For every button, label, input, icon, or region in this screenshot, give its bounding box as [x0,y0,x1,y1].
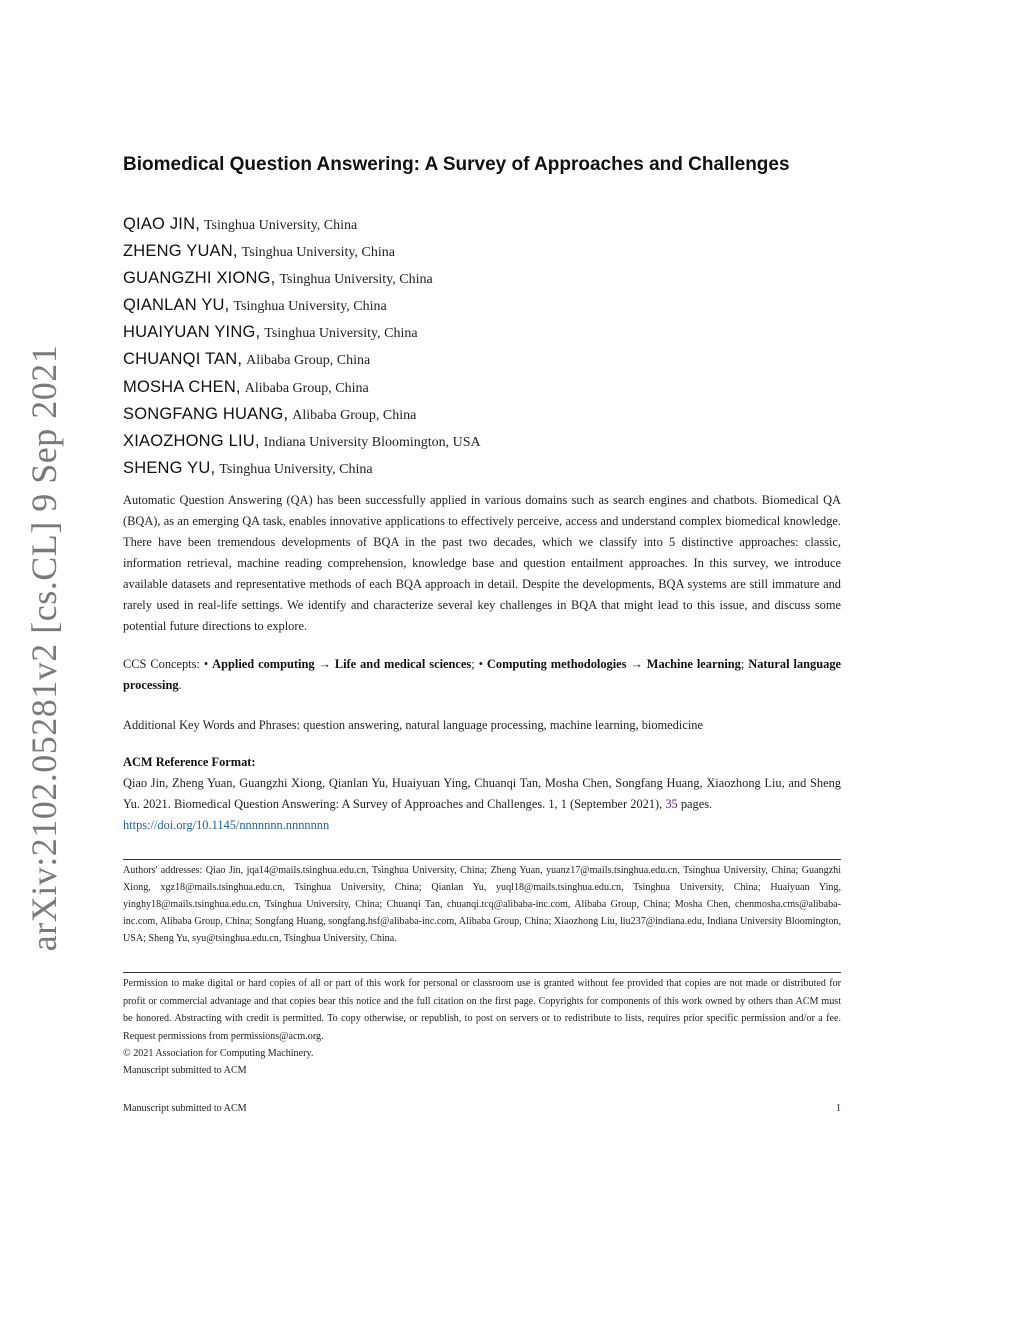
ccs-suffix: . [178,678,182,692]
citation-text: Qiao Jin, Zheng Yuan, Guangzhi Xiong, Qianlan Yu, Huaiyuan Ying, Chuanqi Tan, Mosha Chen, Songfang Huang, Xiaozhong Liu, and Sheng Yu. 2021. Biomedical Question Answering: A Survey of Approaches and Challenges. 1, 1 (September 2021), [123,776,841,811]
author-name: HUAIYUAN YING, [123,323,261,342]
permission-divider [123,972,841,973]
running-footer: Manuscript submitted to ACM [123,1103,247,1114]
author-affiliation: Alibaba Group, China [292,407,417,423]
ccs-concept: Natural language processing [123,657,842,692]
author-entry [123,238,841,265]
manuscript-note: Manuscript submitted to ACM [123,1065,247,1076]
author-entry [123,265,841,292]
author-addresses: Authors' addresses: Qiao Jin, jqa14@mails.tsinghua.edu.cn, Tsinghua University, China; Zheng Yuan, yuanz17@mails.tsinghua.edu.cn, Tsinghua University, China; Guangzhi Xiong, xgz18@mails.tsinghua.edu.cn, Tsinghua University, China; Qianlan Yu, yuql18@mails.tsinghua.edu.cn, Tsinghua University, China; Huaiyuan Ying, yinghy18@mails.tsinghua.edu.cn, Tsinghua University, China; Chuanqi Tan, chuanqi.tcq@alibaba-inc.com, Alibaba Group, China; Mosha Chen, chenmosha.cms@alibaba-inc.com, Alibaba Group, China; Songfang Huang, songfang.hsf@alibaba-inc.com, Alibaba Group, China; Xiaozhong Liu, liu237@indiana.edu, Indiana University Bloomington, USA; Sheng Yu, syu@tsinghua.edu.cn, Tsinghua University, China. [123,865,841,944]
author-name: QIAO JIN, [123,215,200,233]
author-entry [123,319,841,346]
pages-link[interactable]: 35 [665,797,678,811]
author-name: MOSHA CHEN, [123,377,241,396]
author-name: XIAOZHONG LIU, [123,431,260,450]
abstract: Automatic Question Answering (QA) has been successfully applied in various domains such as search engines and chatbots. Biomedical QA (BQA), as an emerging QA task, enables innovative applications to effectively perceive, access and understand complex biomedical knowledge. There have been tremendous developments of BQA in the past two decades, which we classify into 5 distinctive approaches: classic, information retrieval, machine reading comprehension, knowledge base and question entailment approaches. In this survey, we introduce available datasets and representative methods of each BQA approach in detail. Despite the developments, BQA systems are still immature and rarely used in real-life settings. We identify and characterize several key challenges in BQA that might lead to this issue, and discuss some potential future directions to explore. [123,493,841,633]
author-name: QIANLAN YU, [123,296,230,315]
author-affiliation: Tsinghua University, China [279,272,433,288]
page-number: 1 [835,1103,841,1114]
pages-suffix: pages. [677,797,713,811]
footnote-divider [123,859,841,860]
author-name: ZHENG YUAN, [123,242,238,261]
author-entry [123,211,841,238]
acm-reference-citation [123,773,841,836]
author-affiliation: Indiana University Bloomington, USA [263,434,481,450]
ccs-concept: Computing methodologies → Machine learning [486,657,741,671]
author-entry [123,292,841,319]
author-entry [123,401,841,428]
arxiv-stamp-text: arXiv:2102.05281v2 [cs.CL] 9 Sep 2021 [24,344,64,952]
paper-title: Biomedical Question Answering: A Survey of Approaches and Challenges [123,154,790,175]
author-affiliation: Tsinghua University, China [241,245,395,261]
author-entry [123,374,841,401]
author-name: SONGFANG HUANG, [123,404,289,423]
author-affiliation: Tsinghua University, China [203,218,358,233]
author-name: GUANGZHI XIONG, [123,269,276,288]
ccs-concepts [123,654,841,696]
author-entry [123,455,841,482]
author-entry [123,346,841,373]
permission-notice: Permission to make digital or hard copies of all or part of this work for personal or classroom use is granted without fee provided that copies are not made or distributed for profit or commercial advantage and that copies bear this notice and the full citation on the first page. Copyrights for components of this work owned by others than ACM must be honored. Abstracting with credit is permitted. To copy otherwise, or republish, to post on servers or to redistribute to lists, requires prior specific permission and/or a fee. Request permissions from permissions@acm.org. [123,978,841,1042]
acm-reference-heading: ACM Reference Format: [123,755,256,769]
author-affiliation: Alibaba Group, China [244,380,369,396]
copyright-notice: © 2021 Association for Computing Machinery. [123,1048,314,1059]
author-affiliation: Tsinghua University, China [233,299,387,315]
keywords: Additional Key Words and Phrases: question answering, natural language processing, machine learning, biomedicine [123,718,703,732]
author-affiliation: Alibaba Group, China [246,353,371,369]
ccs-separator: ; • [471,657,487,671]
author-list [123,211,841,482]
author-entry [123,428,841,455]
ccs-prefix: CCS Concepts: • [123,657,213,671]
author-affiliation: Tsinghua University, China [264,326,418,342]
author-name: CHUANQI TAN, [123,350,243,369]
ccs-separator: ; [740,657,749,671]
author-affiliation: Tsinghua University, China [219,461,373,477]
doi-link[interactable]: https://doi.org/10.1145/nnnnnnn.nnnnnnn [123,818,330,832]
ccs-concept: Applied computing → Life and medical sciences [212,657,472,671]
author-name: SHENG YU, [123,458,216,477]
